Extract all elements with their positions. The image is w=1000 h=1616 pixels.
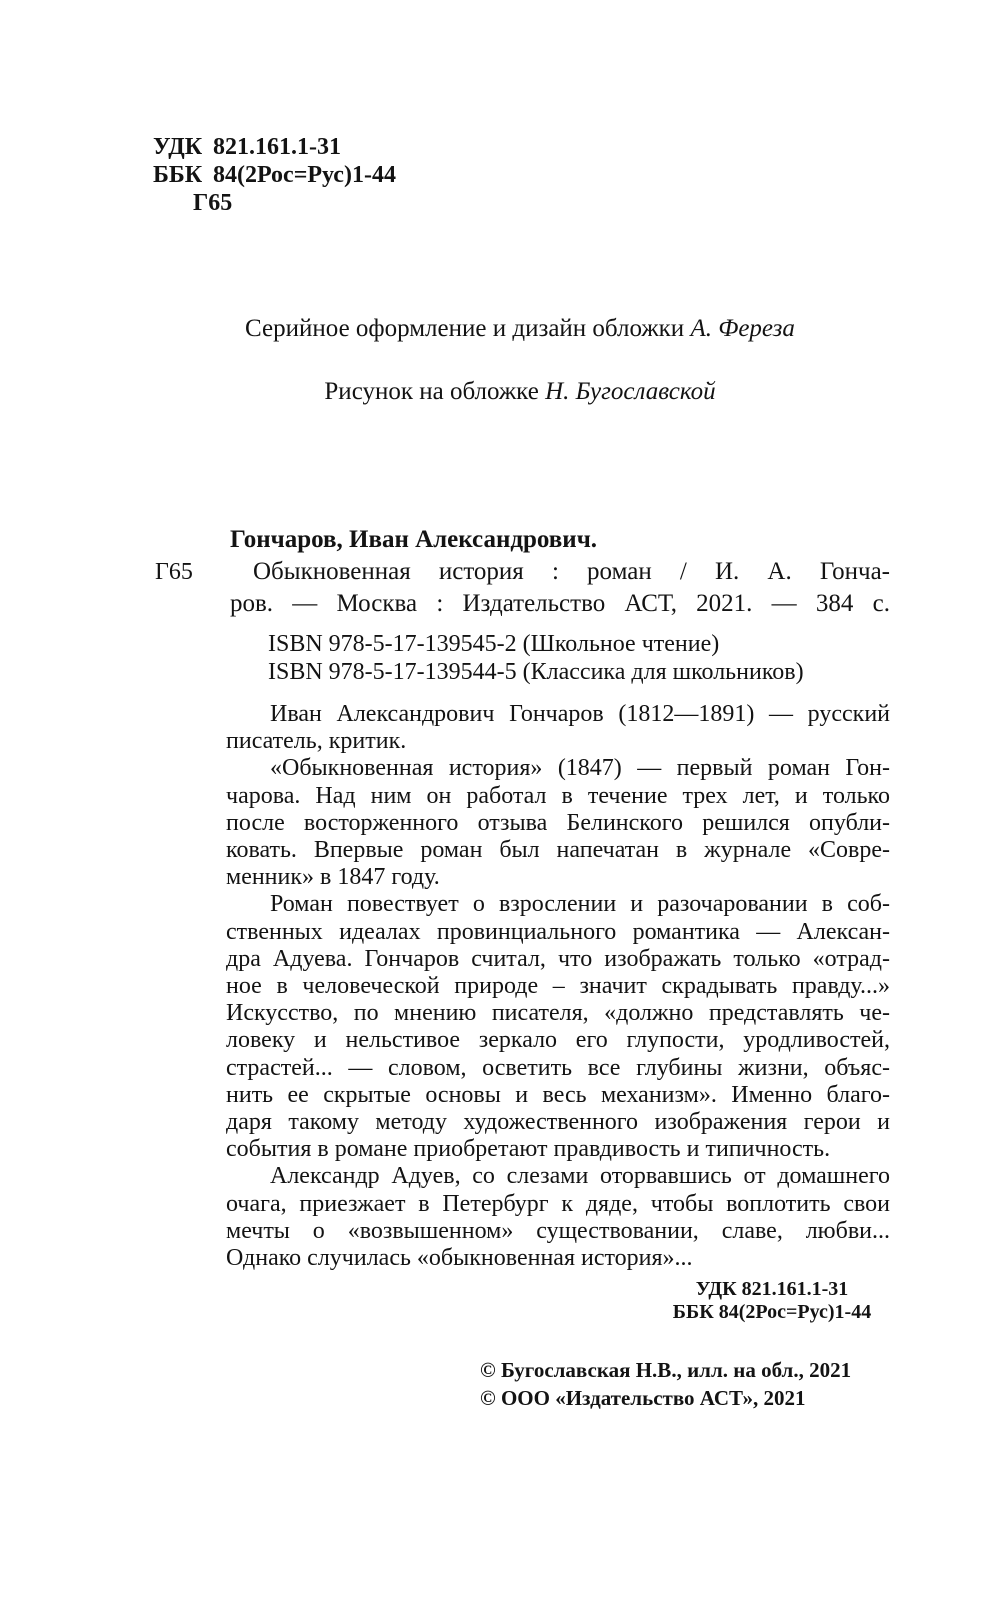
annotation-line: Иван Александрович Гончаров (1812—1891) — русский xyxy=(270,701,890,727)
annotation-line: Однако случилась «обыкновенная история»... xyxy=(226,1245,693,1272)
annotation-line: события в романе приобретают правдивость и типичность. xyxy=(226,1136,831,1163)
cover-design-credit xyxy=(150,314,890,344)
annotation-line: писатель, критик. xyxy=(226,728,407,755)
annotation-line: страстей... — словом, осветить все глубины жизни, объяс- xyxy=(226,1054,890,1081)
annotation-line: ковать. Впервые роман был напечатан в журнале «Совре- xyxy=(226,837,890,864)
cover-illustration-credit xyxy=(150,377,890,407)
author-sign-code: Г65 xyxy=(193,190,233,216)
annotation-line: ственных идеалах провинциального романтика — Алексан- xyxy=(226,918,890,945)
catalog-entry xyxy=(230,524,890,620)
annotation-line: Искусство, по мнению писателя, «должно представлять че- xyxy=(226,1000,890,1027)
cover-designer-name: А. Фереза xyxy=(690,315,795,342)
annotation-line: даря такому методу художественного изображения герои и xyxy=(226,1109,890,1136)
annotation-line: мечты о «возвышенном» существовании, славе, любви... xyxy=(226,1217,890,1244)
bbk-value: 84(2Рос=Рус)1-44 xyxy=(213,162,396,188)
bbk-code-line xyxy=(153,161,396,189)
bottom-bibliographic-codes xyxy=(640,1278,904,1324)
annotation-line: чарова. Над ним он работал в течение трех лет, и только xyxy=(226,782,890,809)
udk-code-line xyxy=(153,133,396,161)
copyright-line-illustrator: © Бугославская Н.В., илл. на обл., 2021 xyxy=(480,1358,852,1382)
bottom-bbk-code: ББК 84(2Рос=Рус)1-44 xyxy=(672,1301,872,1323)
copyright-line-publisher: © ООО «Издательство АСТ», 2021 xyxy=(480,1386,806,1410)
isbn-block xyxy=(268,630,804,686)
annotation-line: очага, приезжает в Петербург к дяде, чтобы воплотить свои xyxy=(226,1190,890,1217)
top-bibliographic-codes xyxy=(153,133,396,217)
annotation-line: ное в человеческой природе – значит скрадывать правду...» xyxy=(226,973,890,1000)
annotation-line: ловеку и нельстивое зеркало его глупости, уродливостей, xyxy=(226,1027,890,1054)
annotation-line: после восторженного отзыва Белинского решился опубли- xyxy=(226,809,890,836)
design-credits xyxy=(150,314,890,407)
catalog-title-line: Обыкновенная история : роман / И. А. Гонча- xyxy=(253,558,890,585)
annotation-line: Роман повествует о взрослении и разочаровании в соб- xyxy=(270,891,890,918)
catalog-title-line: ров. — Москва : Издательство АСТ, 2021. — 384 с. xyxy=(230,590,890,617)
cover-illustrator-name: Н. Бугославской xyxy=(545,378,716,405)
cover-design-credit-text: Серийное оформление и дизайн обложки xyxy=(245,315,685,342)
bottom-udk-code: УДК 821.161.1-31 xyxy=(695,1278,849,1300)
udk-value: 821.161.1-31 xyxy=(213,134,341,160)
udk-label: УДК xyxy=(153,134,203,160)
cover-illustration-credit-text: Рисунок на обложке xyxy=(324,378,539,405)
isbn-line: ISBN 978-5-17-139545-2 (Школьное чтение) xyxy=(268,631,720,657)
annotation-line: менник» в 1847 году. xyxy=(226,864,440,891)
copyright-block xyxy=(480,1356,851,1412)
catalog-author: Гончаров, Иван Александрович. xyxy=(230,526,598,553)
annotation-line: Александр Адуев, со слезами оторвавшись от домашнего xyxy=(270,1163,890,1190)
catalog-author-sign: Г65 xyxy=(155,559,193,585)
annotation-line: «Обыкновенная история» (1847) — первый роман Гон- xyxy=(270,755,890,782)
bbk-label: ББК xyxy=(153,162,203,188)
annotation-line: дра Адуева. Гончаров считал, что изображать только «отрад- xyxy=(226,945,890,972)
annotation xyxy=(226,701,890,1272)
annotation-line: нить ее скрытые основы и весь механизм». Именно благо- xyxy=(226,1081,890,1108)
isbn-line: ISBN 978-5-17-139544-5 (Классика для школьников) xyxy=(268,659,804,685)
